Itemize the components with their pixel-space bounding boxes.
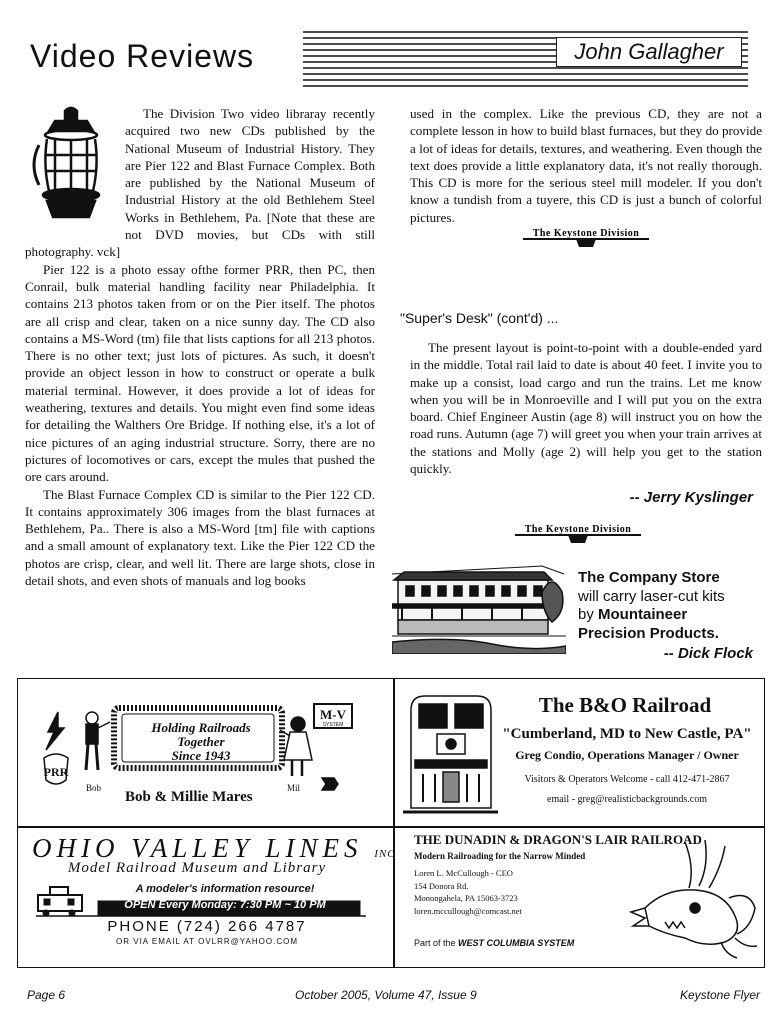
footer-publication: Keystone Flyer <box>679 988 760 1002</box>
company-store-brand: Mountaineer Precision Products. <box>578 606 719 642</box>
keystone-division-logo-text: The Keystone Division <box>532 228 640 240</box>
ad4-contact-name: Loren L. McCullough - CEO <box>414 868 513 878</box>
footer-issue: October 2005, Volume 47, Issue 9 <box>295 988 477 1002</box>
supers-desk-body: The present layout is point-to-point with a double-ended yard in the middle. Total rail laid to date is about 40 feet. I invite you to make up a consist, load cargo and run the trains. Let me know when you will be in Monroeville and I will put you on the extra board. Chief Engineer Austin (age 8) will instruct you on how the road runs. Autumn (age 7) will greet you when your train arrives at the stations and Molly (age 2) will help you get to the station quickly. <box>410 340 762 477</box>
ad3-title-suffix: INC <box>374 848 396 860</box>
article-left-column <box>25 105 375 589</box>
ad1-slogan-line1: Holding Railroads <box>151 720 251 735</box>
keystone-division-logo <box>521 226 651 248</box>
ad3-info-line: A modeler's information resource! <box>135 883 315 895</box>
ad1-slogan-line3: Since 1943 <box>171 748 231 763</box>
ad2-route: "Cumberland, MD to New Castle, PA" <box>502 726 752 742</box>
company-store-line3 <box>578 606 758 643</box>
ad4-contact-street: 154 Donora Rd. <box>414 880 469 891</box>
ad1-slogan <box>126 721 276 763</box>
ad2-visitors: Visitors & Operators Welcome - call 412-471-2867 <box>524 774 730 785</box>
ad1-slogan-line2: Together <box>177 734 225 749</box>
ad3-phone: PHONE (724) 266 4787 <box>107 918 307 935</box>
ad-grid-divider-horizontal <box>17 826 765 828</box>
signature-jerry: -- Jerry Kyslinger <box>629 489 753 506</box>
ad4-footer-system: WEST COLUMBIA SYSTEM <box>458 938 575 948</box>
keystone-division-logo-2 <box>513 522 643 544</box>
svg-text:PRR: PRR <box>43 765 69 779</box>
lantern-icon <box>25 105 117 225</box>
ad2-manager: Greg Condio, Operations Manager / Owner <box>515 748 739 762</box>
article-right-column <box>410 105 762 248</box>
ad4-title: THE DUNADIN & DRAGON'S LAIR RAILROAD <box>414 832 702 847</box>
supers-desk-title: "Super's Desk" (cont'd) ... <box>400 310 559 326</box>
ad2-title: The B&O Railroad <box>538 693 712 717</box>
ad4-contact-city: Monongahela, PA 15063-3723 <box>414 893 518 903</box>
company-store-name: The Company Store <box>578 569 720 586</box>
article-paragraph-1: The Division Two video libraray recently acquired two new CDs published by the National Museum of Industrial History. They are Pier 122 and Blast Furnace Complex. Both are published by the National Museum of Industrial History at the old Bethlehem Steel Works in Bethlehem, Pa. [Note that these are not DVD movies, but CDs with still photography. vck] <box>25 106 375 260</box>
article-paragraph-4: used in the complex. Like the previous CD, they are not a complete lesson in how to build blast furnaces, but they do provide a lot of ideas for details, textures, and weathering. Even though the text does provide a little explanatory data, it's not really thorough. This CD is more for the serious steel mill modeler. If you don't know a tundish from a tuyere, this CD is just a bunch of colorful pictures. <box>410 106 762 225</box>
ad3-subtitle: Model Railroad Museum and Library <box>67 860 327 876</box>
ad3-email: OR VIA EMAIL AT OVLRR@YAHOO.COM <box>116 937 298 946</box>
ad4-contact-email: loren.mccullough@comcast.net <box>414 905 522 916</box>
mv-logo-sub: SYSTEM <box>322 722 344 728</box>
ad3-hours-line: OPEN Every Monday: 7:30 PM ~ 10 PM <box>124 899 326 911</box>
ad3-title-main: OHIO VALLEY LINES <box>32 833 363 863</box>
ad4-subtitle: Modern Railroading for the Narrow Minded <box>414 851 586 861</box>
company-store-text <box>578 569 758 643</box>
locomotive-front-image <box>403 690 498 818</box>
ad1-names: Bob & Millie Mares <box>125 789 253 805</box>
footer-page-number: Page 6 <box>27 988 66 1002</box>
article-paragraph-2: Pier 122 is a photo essay ofthe former PRR, then PC, then Conrail, bulk material handling facility near Philadelphia. It contains 213 photos taken from or on the Pier itself. The photos are all crisp and clear, taken on a nice sunny day. The CD also contains a MS-Word (tm) file that lists captions for all 213 photos. There is no other text; just lots of pictures. As such, it doesn't provide an object lesson in how to construct or operate a bulk material terminal. However, it does provide a lot of ideas for weathering, textures and details. You might even find some ideas for detailing the Walthers Ore Bridge. If nothing else, it's a lot of nice pictures of an aging industrial structure. Sorry, there are no pictures of locomotives or cars, except the mules that pushed the ore cars around. <box>25 261 375 485</box>
company-store-building-image <box>392 562 566 654</box>
keystone-division-logo-text-2: The Keystone Division <box>524 524 632 535</box>
dragon-image <box>625 838 760 960</box>
mv-logo-text: M-V <box>320 707 346 722</box>
ad4-contact <box>414 867 522 917</box>
page-title: Video Reviews <box>30 38 255 74</box>
ad1-bob-label: Bob <box>86 783 102 793</box>
ad2-email: email - greg@realisticbackgrounds.com <box>547 794 707 805</box>
ad1-mil-label: Mil <box>287 783 301 793</box>
supers-desk-column <box>410 339 762 477</box>
company-store-prefix: by <box>578 606 599 623</box>
ad4-footer-prefix: Part of the <box>414 938 459 948</box>
ad4-footer <box>414 938 574 948</box>
company-store-line2: will carry laser-cut kits <box>578 587 725 605</box>
ad-grid-divider-vertical <box>393 678 395 968</box>
signature-dick: -- Dick Flock <box>663 645 753 662</box>
author-box: John Gallagher <box>556 37 742 67</box>
article-paragraph-3: The Blast Furnace Complex CD is similar to the Pier 122 CD. It contains approximately 306 images from the blast furnaces at Bethlehem, Pa.. There is also a MS-Word [tm] file with captions and a small amount of explanatory text. Like the Pier 122 CD the photos are crisp, clear, and well lit. There are large shots, close in detail shots, and even shots of manuals and log books <box>25 486 375 589</box>
